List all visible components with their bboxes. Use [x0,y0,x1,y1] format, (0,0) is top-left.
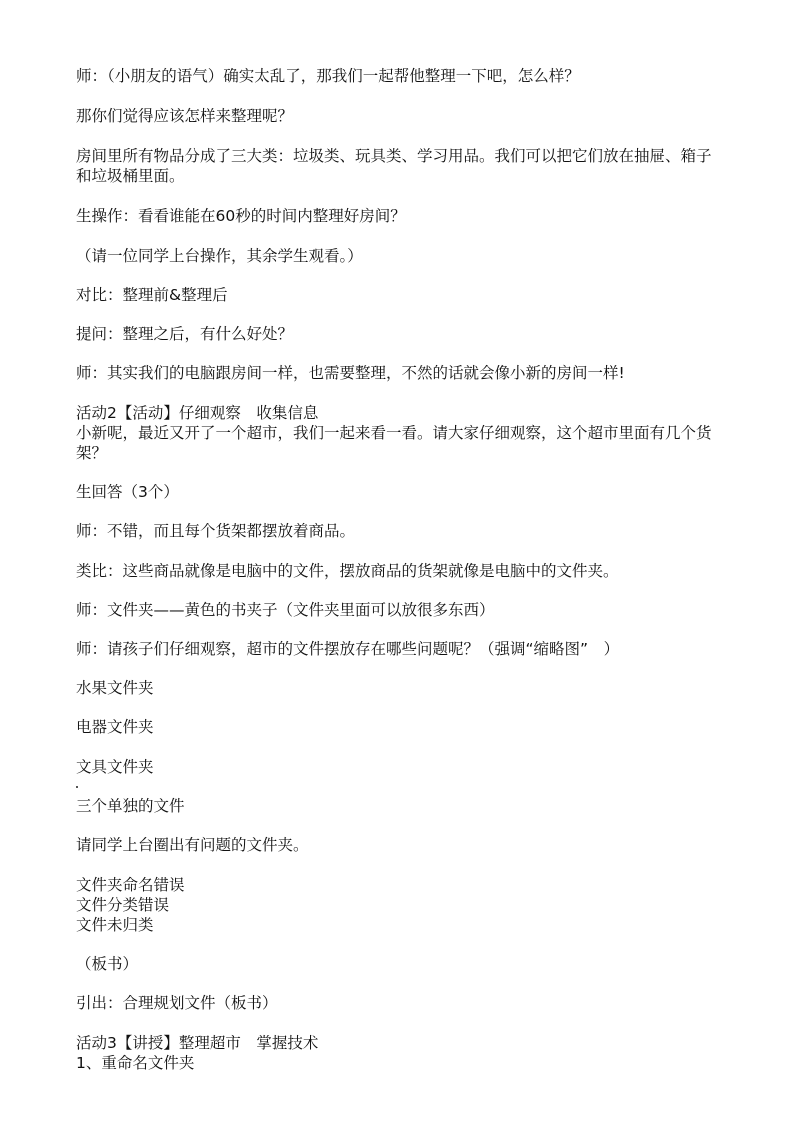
paragraph: 生回答（3个） [76,483,179,501]
list-item: 1、重命名文件夹 [76,1054,195,1072]
paragraph: 提问：整理之后，有什么好处？ [76,325,294,343]
list-item: 水果文件夹 [76,679,154,697]
paragraph: 那你们觉得应该怎样来整理呢？ [76,107,294,125]
list-item: 文件分类错误 [76,896,170,914]
section-heading: 活动3【讲授】整理超市 掌握技术 [76,1034,319,1052]
paragraph: 类比：这些商品就像是电脑中的文件，摆放商品的货架就像是电脑中的文件夹。 [76,562,619,580]
paragraph: （请一位同学上台操作，其余学生观看。） [76,247,363,265]
paragraph: 生操作：看看谁能在60秒的时间内整理好房间？ [76,207,406,225]
paragraph: （板书） [76,955,139,973]
paragraph: 房间里所有物品分成了三大类：垃圾类、玩具类、学习用品。我们可以把它们放在抽屉、箱子和垃圾桶里面。 [76,147,712,185]
list-item: 文件未归类 [76,916,154,934]
list-item: 三个单独的文件 [76,797,185,815]
list-item: 电器文件夹 [76,718,154,736]
paragraph: 请同学上台圈出有问题的文件夹。 [76,836,309,854]
paragraph: 师：文件夹——黄色的书夹子（文件夹里面可以放很多东西） [76,601,495,619]
paragraph: 师：请孩子们仔细观察，超市的文件摆放存在哪些问题呢？（强调“缩略图” ） [76,640,620,658]
list-item: 文件夹命名错误 [76,876,185,894]
paragraph: 师：其实我们的电脑跟房间一样，也需要整理，不然的话就会像小新的房间一样! [76,364,625,382]
paragraph: 小新呢，最近又开了一个超市，我们一起来看一看。请大家仔细观察，这个超市里面有几个货架？ [76,424,712,462]
stray-mark [76,786,78,788]
paragraph: 师：不错，而且每个货架都摆放着商品。 [76,522,356,540]
section-heading: 活动2【活动】仔细观察 收集信息 [76,404,319,422]
paragraph: 师：（小朋友的语气）确实太乱了，那我们一起帮他整理一下吧，怎么样？ [76,67,580,85]
paragraph: 引出：合理规划文件（板书） [76,994,278,1012]
paragraph: 对比：整理前&整理后 [76,286,228,304]
list-item: 文具文件夹 [76,758,154,776]
